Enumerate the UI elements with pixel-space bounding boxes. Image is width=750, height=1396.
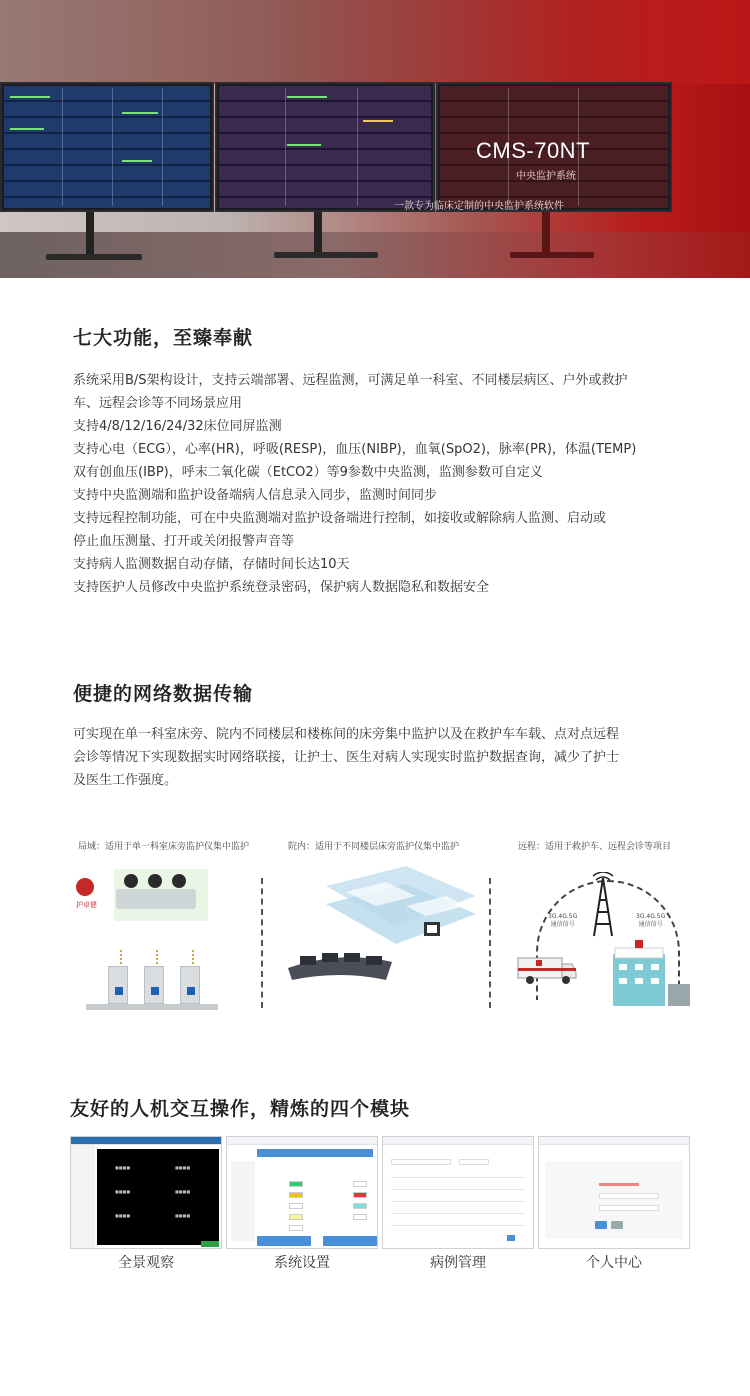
features-list: [73, 369, 697, 599]
feature-line: 支持心电（ECG），心率(HR)，呼吸(RESP)，血压(NIBP)，血氧(SpO2)，脉率(PR)，体温(TEMP): [73, 442, 637, 457]
monitor-left-image: [0, 82, 214, 212]
feature-line: 支持医护人员修改中央监护系统登录密码，保护病人数据隐私和数据安全: [73, 580, 490, 595]
brand-logo-icon: [76, 878, 94, 896]
product-name: CMS-70NT: [476, 138, 591, 163]
feature-line: 支持4/8/12/16/24/32床位同屏监测: [73, 419, 282, 434]
building-annex-icon: [668, 984, 690, 1006]
bed-monitor-icon: [144, 966, 164, 1004]
monitor-base: [510, 252, 594, 258]
module-label: 系统设置: [274, 1255, 330, 1271]
network-line: 会诊等情况下实现数据实时网络联接，让护士、医生对病人实现实时监护数据查询，减少了护士: [73, 750, 620, 765]
network-line: 可实现在单一科室床旁、院内不同楼层和楼栋间的床旁集中监护以及在救护车车载、点对点远程: [73, 727, 620, 742]
feature-line: 支持病人监测数据自动存储，存储时间长达10天: [73, 557, 350, 572]
signal-label-left: 3G.4G.5G 通信信号: [548, 913, 578, 928]
module-panorama-screenshot[interactable]: ■■■■ ■■■■ ■■■■ ■■■■ ■■■■ ■■■■: [70, 1136, 222, 1249]
signal-tower-icon: [590, 872, 616, 938]
room-floor: [86, 1004, 218, 1010]
hospital-building-icon: [609, 940, 669, 1006]
divider-dashed: [489, 878, 491, 1008]
caption-remote: 远程：适用于救护车、远程会诊等项目: [518, 842, 672, 852]
hero-background-top: [0, 0, 750, 84]
feature-line: 双有创血压(IBP)，呼末二氧化碳（EtCO2）等9参数中央监测，监测参数可自定义: [73, 465, 543, 480]
network-line: 及医生工作强度。: [73, 773, 178, 788]
hero-banner: [0, 0, 750, 278]
ambulance-icon: [516, 952, 578, 986]
caption-local: 局域：适用于单一科室床旁监护仪集中监护: [78, 842, 250, 852]
monitor-base: [46, 254, 142, 260]
desk-illustration: [116, 889, 196, 909]
bed-monitor-icon: [108, 966, 128, 1004]
central-console-illustration: [286, 950, 394, 982]
module-label: 全景观察: [118, 1255, 174, 1271]
nurse-icon: [124, 874, 138, 888]
features-heading: 七大功能，至臻奉献: [73, 327, 254, 349]
module-records-screenshot[interactable]: [382, 1136, 534, 1249]
monitor-stand: [314, 212, 322, 254]
divider-dashed: [261, 878, 263, 1008]
module-label: 病例管理: [430, 1255, 486, 1271]
nurse-icon: [148, 874, 162, 888]
monitor-center-image: [215, 82, 435, 212]
feature-line: 停止血压测量、打开或关闭报警声音等: [73, 534, 295, 549]
nurse-icon: [172, 874, 186, 888]
caption-hospital: 院内：适用于不同楼层床旁监护仪集中监护: [288, 842, 460, 852]
monitor-stand: [86, 212, 94, 258]
brand-logo-text: 护卓健: [76, 901, 97, 909]
module-profile-screenshot[interactable]: [538, 1136, 690, 1249]
signal-label-right: 3G.4G.5G 通信信号: [636, 913, 666, 928]
modules-heading: 友好的人机交互操作，精炼的四个模块: [70, 1098, 411, 1120]
product-subtitle: 中央监护系统: [516, 171, 576, 182]
building-floorplan-illustration: [316, 866, 484, 952]
module-label: 个人中心: [586, 1255, 642, 1271]
bed-monitor-icon: [180, 966, 200, 1004]
feature-line: 支持中央监测端和监护设备端病人信息录入同步，监测时间同步: [73, 488, 438, 503]
monitor-stand: [542, 212, 550, 254]
feature-line: 系统采用B/S架构设计，支持云端部署、远程监测，可满足单一科室、不同楼层病区、户外或救护: [73, 373, 628, 388]
network-description: [73, 723, 697, 792]
product-tagline: 一款专为临床定制的中央监护系统软件: [394, 201, 564, 212]
network-heading: 便捷的网络数据传输: [73, 683, 254, 705]
feature-line: 支持远程控制功能，可在中央监测端对监护设备端进行控制，如接收或解除病人监测、启动或: [73, 511, 607, 526]
feature-line: 车、远程会诊等不同场景应用: [73, 396, 243, 411]
module-settings-screenshot[interactable]: [226, 1136, 378, 1249]
monitor-base: [274, 252, 378, 258]
